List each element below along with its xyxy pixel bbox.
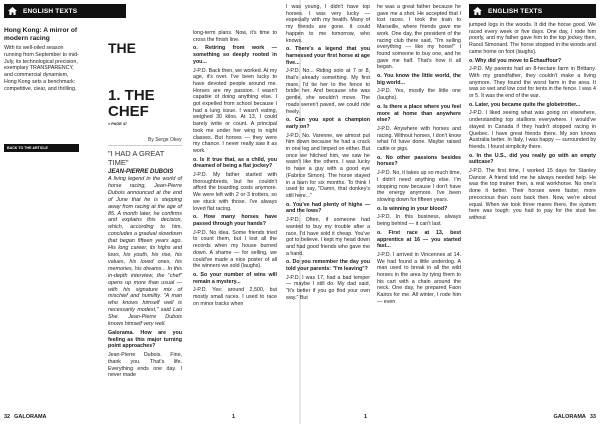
sidebar-box (4, 27, 79, 93)
page-number: 1 (232, 414, 236, 420)
answer: J-P.D. Back then, we worked. At my age, it's over. I've been lucky to have devoted people around me. Horses are my passion. I wasn't capable of doing anything else. I got expelled from school because I had a lung issue. I wasn't eating, weighed 30 kilos. At 13, I could barely write or count. A principal took me under her wing in night classes. But horses — they were my chance. I never really saw it as work. (193, 67, 277, 154)
answer: J-P.D. No. Varenne, we almost put him down because he had a crack in one leg and limped on either. But once we hitched him, we saw he wasn't like the others. I was lucky to have a guy with a good eye (Fabrice Simon). The horse stayed in a barn for six months. To think I used to say, "Damn, that donkey's still here..." (286, 132, 370, 199)
pull-quote-author: JEAN-PIERRE DUBOIS (108, 169, 174, 175)
page-number: 32 (4, 414, 11, 420)
footer-right (553, 414, 596, 420)
answer: J-P.D. No, it takes up so much time, I didn't need anything else. I'm stopping now because I don't have the energy anymore. I've been slowing down for fifteen years. (377, 170, 461, 203)
question: o. First race at 13, best apprentice at 16 — you started fast... (377, 229, 461, 250)
sidebar-title: Hong Kong: A mirror of modern racing (4, 27, 78, 42)
column-2 (286, 4, 370, 408)
answer: J-P.D. Yes: around 2,500, but mostly small races. I used to race on minor tracks when (193, 287, 277, 307)
question: o. So your number of wins will remain a mystery... (193, 271, 277, 285)
column-1 (193, 30, 277, 408)
answer: J-P.D. I liked seeing what was going on elsewhere, understanding top stallions everywhere. I would've stayed in Canada if they hadn't stopped racing in Quebec. I have great friends there. My son knows Australia better. In Italy, I was happy — surrounded by friends. I found simplicity there. (469, 110, 596, 150)
question: o. Why did you move to Échauffour? (469, 57, 562, 64)
answer: J-P.D. No... Riding solo at 7 or 8, that's already something. My first mare, I'd tie her to the fence to bridle her. And because she was gentle, she wouldn't move. The roads weren't paved, we could ride freely. (286, 68, 370, 115)
home-icon[interactable] (472, 6, 483, 17)
question: o. Later, you became quite the globetrotter... (469, 101, 581, 108)
answer: J-P.D. In this business, always being behind — it can't last. (377, 214, 461, 228)
section-label: ENGLISH TEXTS (488, 7, 543, 15)
answer: J-P.D. Anywhere with horses and racing. Without horses, I don't know what I'd have done. Maybe raised cattle or pigs. (377, 125, 461, 153)
page-reference[interactable]: > PAGE 47 (108, 122, 128, 126)
section-header-right (469, 4, 596, 18)
column-3 (377, 4, 461, 408)
question: o. Is winning in your blood? (377, 205, 448, 212)
back-to-article-button[interactable]: BACK TO THE ARTICLE (4, 144, 79, 152)
question: o. Can you spot a champion early on? (286, 117, 370, 130)
answer: Jean-Pierre Dubois. Fine, thank you. That's life. Everything ends one day. I never made (108, 352, 182, 379)
chef-heading-line2: CHEF (108, 103, 149, 120)
question: o. You've had plenty of highs — and the lows? (286, 201, 370, 215)
brand-name: GALORAMA (14, 414, 47, 420)
question: o. You know the little world, the big world... (377, 73, 461, 86)
question: o. Is there a place where you feel more at home than anywhere else? (377, 103, 461, 124)
sidebar-text: With its well-oiled season running from September to mid-July, its technological precision, exemplary TRANSPARENCY, and commercial dynamism, Hong Kong sets a benchmark: competitive, clear, and thrilling. (4, 45, 79, 92)
answer: J-P.D. The first time, I worked 15 days for Stanley Dancer. A friend told me he always needed help. He was the top trainer then, a real workhorse. No one's done it better. Their horses were faster, more precocious than ours back then. Now, we're about equal. When we took three mares there, the system here was tough: you had to pay for the stud fee without (469, 168, 596, 221)
answer: I was young, I didn't have top horses. I was very lucky — especially with my health. Many of my friends are gone. It could happen to me tomorrow, who knows. (286, 4, 370, 44)
section-header-left (4, 4, 126, 18)
answer: J-P.D. My father started with thoroughbreds, but he couldn't afford the boarding costs anymore. We were left with 2 or 3 trotters, so we stuck with those. I've always loved flat racing. (193, 172, 277, 212)
question: o. No other passions besides horses? (377, 154, 461, 168)
question: Galorama. How are you feeling as this major turning point approaches? (108, 330, 182, 350)
question: o. Is it true that, as a child, you dreamed of being a flat jockey? (193, 156, 277, 170)
page-number: 1 (364, 414, 368, 420)
article-intro: A living legend in the world of horse racing, Jean-Pierre Dubois announced at the end of June that he is stepping away from racing at the age of 85. A month later, he confirms and explains this decision, which, according to him, concludes a gradual slowdown that began fifteen years ago. His long career, its highs and lows, his youth, his rise, his values, his loved ones, his memories, his dreams... In this in-depth interview, the "chef" opens up more than usual — with his signature mix of mischief and humility. "A man who knows himself well is necessarily modest," said Lao She. Jean-Pierre Dubois knows himself very well. (108, 176, 182, 328)
section-label: ENGLISH TEXTS (23, 7, 78, 15)
answer: J-P.D. No idea. Some friends tried to count them, but I lost all the records when my house burned down. A shame — for selling, we could've made a nice poster of all the winners we sold (laughs). (193, 229, 277, 270)
answer: long-term plans. Now, it's time to cross the finish line. (193, 30, 277, 43)
question: o. There's a legend that you harnessed your first horse at age five... (286, 46, 370, 66)
pull-quote (108, 150, 182, 177)
answer: J-P.D. I was 17, had a bad temper — maybe I still do. My dad said, "It's better if you go find your own way." But (286, 274, 370, 301)
question: o. In the U.S., did you really go with an empty suitcase? (469, 152, 596, 166)
page-number: 33 (589, 414, 596, 420)
column-intro-qa (108, 330, 182, 410)
pull-quote-text: "I HAD A GREAT TIME" (108, 149, 165, 167)
answer: jumped logs in the woods. It did the horse good. We raced every week or five days. One day, I rode him poorly, and my father gave him to the top jockey then, Raoul Simonard. The horse stopped in the woods and came home on foot (laughs). (469, 22, 596, 55)
question: o. How many horses have passed through your hands? (193, 214, 277, 227)
chef-heading-line1: 1. THE (108, 87, 155, 104)
brand-name: GALORAMA (553, 414, 586, 420)
article-title: THE (108, 40, 136, 56)
answer: J-P.D. I arrived in Vincennes at 14. We had found a little underdog. A man used to break in all the wild horses in the area by tying them to his cart with a chain around the neck. One day, he prepared Faon Kairos for me. All winter, I rode him — even (377, 251, 461, 305)
question: o. Retiring from work — something so deeply rooted in you... (193, 45, 277, 65)
answer: J-P.D. My parents had an 8-hectare farm in Brittany. With my grandfather, they couldn't make a living anymore. They found the worst farm in the area. It was so wet and low cost for tents in the fence. I was 4 or 5. It was the end of the war. (469, 66, 596, 100)
answer: he was a great father because he gave me a shot. He accepted that I lost races. I took the train to Marseille, where friends gave me work. One day, the president of the racing club there said, "I'm selling everything — like my horse!" I found someone to buy one, and he gave me half. That's how it all began. (377, 4, 461, 71)
footer-left (4, 414, 47, 420)
answer: J-P.D. Often, if someone had wanted to buy my trouble after a race, I'd have sold it cheap. You've got to believe. I kept my head down and had good friends who gave me a hand. (286, 217, 370, 257)
column-4 (469, 22, 596, 408)
chef-heading (108, 88, 155, 120)
answer: J-P.D. Yes, mostly the little one (laughs). (377, 88, 461, 102)
home-icon[interactable] (7, 6, 18, 17)
question: o. Do you remember the day you told your parents: "I'm leaving"? (286, 259, 370, 273)
divider (108, 145, 182, 146)
byline: By Serge Okey (148, 137, 182, 143)
